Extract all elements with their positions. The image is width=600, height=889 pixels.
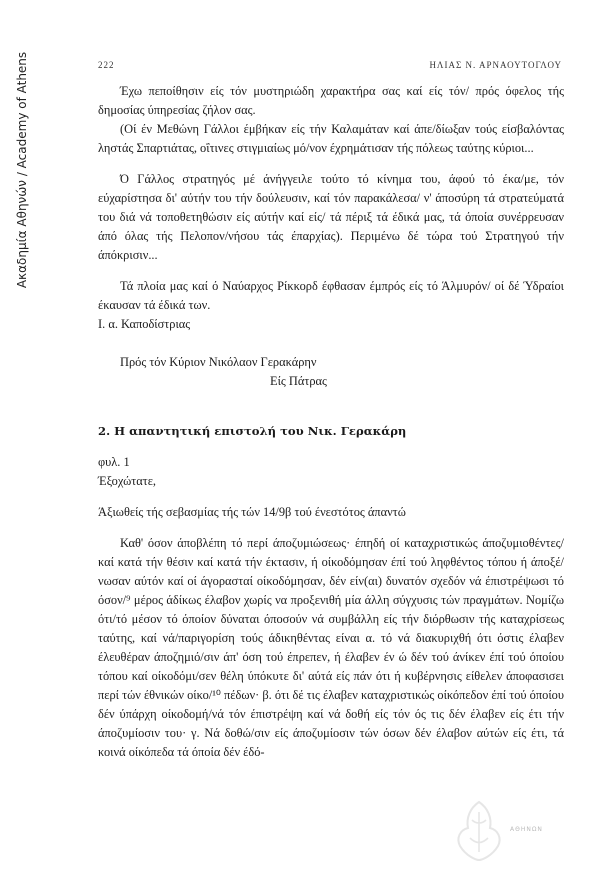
running-header [98, 60, 562, 70]
letter1-paragraph-4: Τά πλοία μας καί ό Ναύαρχος Ρίκκορδ έφθασαν έμπρός είς τό Άλμυρόν/ οί δέ Ύδραίοι έκαυσαν τά έδικά των. [98, 279, 564, 312]
opening-line: Άξιωθείς τής σεβασμίας τής τών 14/9β τού ένεστότος άπαντώ [98, 505, 406, 519]
spacer [98, 522, 564, 534]
letter1-paragraph-1: Έχω πεποίθησιν είς τόν μυστηριώδη χαρακτήρα σας καί είς τόν/ πρός όφελος τής δημοσίας ύπηρεσίας ζήλον σας. [98, 84, 564, 117]
spacer [98, 410, 564, 422]
spacer [98, 158, 564, 170]
academy-seal-logo [448, 798, 510, 864]
seal-caption: AΘHNΩN [510, 826, 543, 833]
spacer [98, 491, 564, 503]
folio-reference: φυλ. 1 [98, 455, 130, 469]
spacer [98, 391, 564, 410]
address-line-1: Πρός τόν Κύριον Νικόλαον Γερακάρην [120, 355, 317, 369]
page-number: 222 [98, 60, 115, 70]
signature: Ι. α. Καποδίστριας [98, 317, 191, 331]
running-title: ΗΛΙΑΣ Ν. ΑΡΝΑΟΥΤΟΓΛΟΥ [429, 60, 562, 70]
section-title: 2. Η απαντητική επιστολή του Νικ. Γερακάρη [98, 424, 407, 438]
address-line-2: Είς Πάτρας [270, 374, 327, 388]
letter1-paragraph-2: (Οί έν Μεθώνη Γάλλοι έμβήκαν είς τήν Καλαμάταν καί άπε/δίωξαν τούς είσβαλόντας ληστάς Σπαρτιάτας, οΐτινες στιγμιαίως μό/νον έχρημάτισαν τής πόλεως ταύτης κύριοι... [98, 122, 564, 155]
archive-watermark [14, 40, 30, 300]
letter2-body-paragraph: Καθ' όσον άποβλέπη τό περί άποζυμιώσεως· έπηδή οί καταχριστικώς άποζυμιοθέντες/καί κατά τήν θέσιν καί κατά τήν έκτασιν, ή οίκοδόμησαν έπί τού ληφθέντος τόπου ή άποξέ/νωσαν αύτόν καί οί άγορασταί οίκοδόμησαν, δέν είν(αι) δυνατόν σχεδόν νά έπιστρέψωσι τό όσον/⁹ μέρος άδίκως έλαβον χωρίς να προξενιθή μία άλλη σύγχυσις τών πραγμάτων. Νομίζω ότι/τό μέσον τό όποίον δύναται όποσούν νά συμβάλλη είς τήν διόρθωσιν τής καταχρίσεως ταύτης, καί νά/παριγορίση τούς άδικηθέντας είναι α. τό νά διακυριχθή ότι όστις έλαβεν έλευθέραν άποζημιό/σιν άπ' όση τού έπρεπεν, ή έλαβεν έν ώ δέν τού άνίκεν έπί τού όποίου τόπου καί οίκοδόμι/σεν θέλη ύπόκυτε δι' αύτά είς πάν ότι ή κυβέρνησις είθελεν άποφασισει περί τών έθνικών οίκο/¹⁰ πέδων· β. ότι δέ τις έλαβεν καταχριστικώς οίκόπεδον έπί τού όποίου δέν ύπάρχη οίκοδομή/νά τόν έπιστρέψη καί νά δοθή είς τόν ός τις δέν έλαβεν είς έτι τήν άποζυμίοσιν του· γ. Νά δοθώ/σιν είς άποζυμίοσιν τών όσων δέν έλαβον αύτών είς έτι, τά κοινά οίκόπεδα τά όποία δέν έδό- [98, 536, 564, 759]
watermark-text: Ακαδημία Αθηνών / Academy of Athens [15, 51, 29, 289]
page-body [98, 82, 564, 762]
spacer [98, 334, 564, 353]
spacer [98, 265, 564, 277]
letter1-paragraph-3: Ό Γάλλος στρατηγός μέ άνήγγειλε τούτο τό κίνημα του, άφού τό έκα/με, τόν εύχαρίστησα δι' αύτήν του τήν δούλευσιν, καί τόν παρακάλεσα/ ν' άποσύρη τά στρατεύματά του διά νά τοποθετηθώσιν είς αύτήν καί είς/ τά πέριξ τά έδικά μας, τά όποία συνέρρευσαν άπό όλας τής Πελοπον/νήσου τάς έπαρχίας). Περιμένω δέ τώρα τού Στρατηγού τήν άπόκρισιν... [98, 172, 564, 262]
spacer [98, 441, 564, 453]
salutation: Έξοχώτατε, [98, 474, 156, 488]
